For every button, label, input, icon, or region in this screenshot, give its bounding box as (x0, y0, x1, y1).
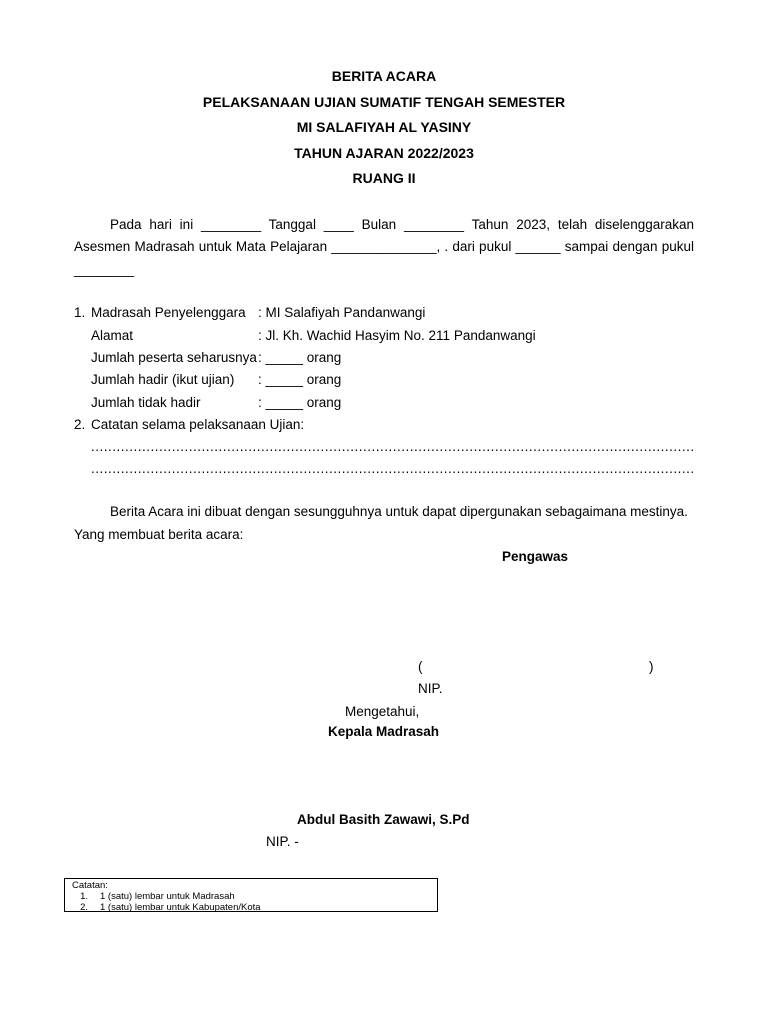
supervisor-title: Pengawas (502, 549, 569, 564)
doc-title: BERITA ACARA (331, 68, 437, 84)
footnote-item (72, 891, 437, 902)
footnote-box (64, 878, 438, 912)
intro-line-2: Asesmen Madrasah untuk Mata Pelajaran ______________, . dari pukul ______ sampai dengan pukul (74, 239, 694, 254)
item-value: : _____ orang (258, 372, 342, 387)
name-close-paren: ) (649, 659, 654, 674)
notes-dotted-line: .............................................................................................................................................. (91, 439, 695, 454)
footnote-item-number: 1. (80, 891, 88, 902)
acknowledged-label: Mengetahui, (345, 704, 420, 719)
item-label: Madrasah Penyelenggara (91, 305, 246, 320)
name-open-paren: ( (418, 659, 423, 674)
footnote-item-text: 1 (satu) lembar untuk Kabupaten/Kota (100, 902, 261, 913)
school-name: MI SALAFIYAH AL YASINY (296, 119, 472, 135)
doc-subtitle: PELAKSANAAN UJIAN SUMATIF TENGAH SEMESTER (202, 94, 566, 110)
footnote-item (72, 902, 437, 913)
academic-year: TAHUN AJARAN 2022/2023 (294, 145, 474, 161)
notes-dotted-line: .............................................................................................................................................. (91, 461, 695, 476)
head-nip: NIP. - (266, 834, 299, 849)
closing-statement: Berita Acara ini dibuat dengan sesungguhnya untuk dapat dipergunakan sebagaimana mestinya. (110, 504, 688, 519)
footnote-item-text: 1 (satu) lembar untuk Madrasah (100, 891, 235, 902)
notes-number: 2. (74, 417, 86, 432)
item-number: 1. (74, 305, 86, 320)
item-label: Jumlah hadir (ikut ujian) (91, 372, 235, 387)
item-value: : MI Salafiyah Pandanwangi (258, 305, 426, 320)
item-label: Jumlah peserta seharusnya (91, 350, 257, 365)
head-name: Abdul Basith Zawawi, S.Pd (297, 812, 470, 827)
closing-maker-label: Yang membuat berita acara: (74, 527, 244, 542)
item-value: : _____ orang (258, 395, 342, 410)
intro-line-3: ________ (74, 262, 135, 277)
intro-line-1: Pada hari ini ________ Tanggal ____ Bulan ________ Tahun 2023, telah diselenggarakan (110, 217, 694, 232)
head-title: Kepala Madrasah (328, 724, 440, 739)
supervisor-nip: NIP. (418, 681, 443, 696)
item-value: : Jl. Kh. Wachid Hasyim No. 211 Pandanwangi (258, 328, 536, 343)
notes-label: Catatan selama pelaksanaan Ujian: (91, 417, 305, 432)
room-label: RUANG II (352, 170, 416, 186)
item-label: Jumlah tidak hadir (91, 395, 201, 410)
item-value: : _____ orang (258, 350, 342, 365)
item-label: Alamat (91, 328, 134, 343)
footnote-item-number: 2. (80, 902, 88, 913)
footnote-heading: Catatan: (72, 880, 108, 891)
